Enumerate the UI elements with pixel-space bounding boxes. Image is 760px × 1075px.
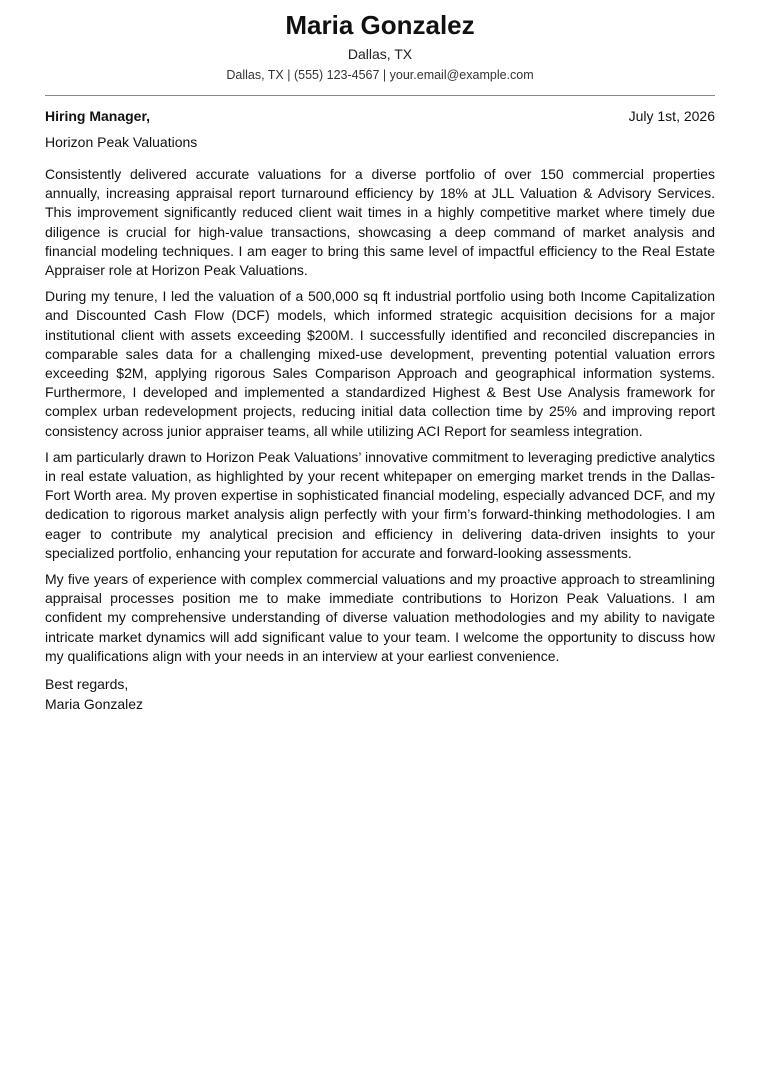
recipient-salutation: Hiring Manager,: [45, 108, 151, 124]
applicant-contact-line: Dallas, TX | (555) 123-4567 | your.email@example.com: [226, 68, 534, 82]
header-divider: [45, 95, 715, 96]
recipient-company: Horizon Peak Valuations: [45, 134, 198, 150]
letter-header: [45, 0, 715, 84]
closing-phrase: Best regards,: [45, 676, 129, 693]
signature-name: Maria Gonzalez: [45, 695, 144, 712]
letter-closing: [45, 675, 715, 714]
applicant-name: Maria Gonzalez: [285, 10, 475, 40]
letter-date: July 1st, 2026: [628, 108, 715, 124]
body-paragraph: My five years of experience with complex commercial valuations and my proactive approach to streamlining appraisal processes position me to make immediate contributions to Horizon Peak Valuations. I am confident my comprehensive understanding of diverse valuation methodologies and my ability to navigate intricate market dynamics will add significant value to your team. I welcome the opportunity to discuss how my qualifications align with your needs in an interview at your earliest convenience.: [45, 571, 715, 664]
letter-body: [45, 165, 715, 666]
body-paragraph: I am particularly drawn to Horizon Peak Valuations’ innovative commitment to leveraging predictive analytics in real estate valuation, as highlighted by your recent whitepaper on emerging market trends in the Dallas-Fort Worth area. My proven expertise in sophisticated financial modeling, especially advanced DCF, and my dedication to rigorous market analysis align perfectly with your firm’s forward-thinking methodologies. I am eager to contribute my analytical precision and efficiency in delivering data-driven insights to your specialized portfolio, enhancing your reputation for accurate and forward-looking assessments.: [45, 448, 715, 561]
applicant-location: Dallas, TX: [347, 46, 413, 62]
recipient-date-row: [45, 106, 715, 126]
body-paragraph: During my tenure, I led the valuation of a 500,000 sq ft industrial portfolio using both Income Capitalization and Discounted Cash Flow (DCF) models, which informed strategic acquisition decisions for a major institutional client with assets exceeding $200M. I successfully identified and reconciled discrepancies in comparable sales data for a challenging mixed-use development, preventing potential valuation errors exceeding $2M, applying rigorous Sales Comparison Approach and geographical information systems. Furthermore, I developed and implemented a standardized Highest & Best Use Analysis framework for complex urban redevelopment projects, reducing initial data collection time by 25% and improving report consistency across junior appraiser teams, all while utilizing ACI Report for seamless integration.: [45, 288, 715, 439]
body-paragraph: Consistently delivered accurate valuations for a diverse portfolio of over 150 commercial properties annually, increasing appraisal report turnaround efficiency by 18% at JLL Valuation & Advisory Services. This improvement significantly reduced client wait times in a highly competitive market where timely due diligence is crucial for high-value transactions, showcasing a deep command of market analysis and financial modeling techniques. I am eager to bring this same level of impactful efficiency to the Real Estate Appraiser role at Horizon Peak Valuations.: [45, 166, 715, 279]
